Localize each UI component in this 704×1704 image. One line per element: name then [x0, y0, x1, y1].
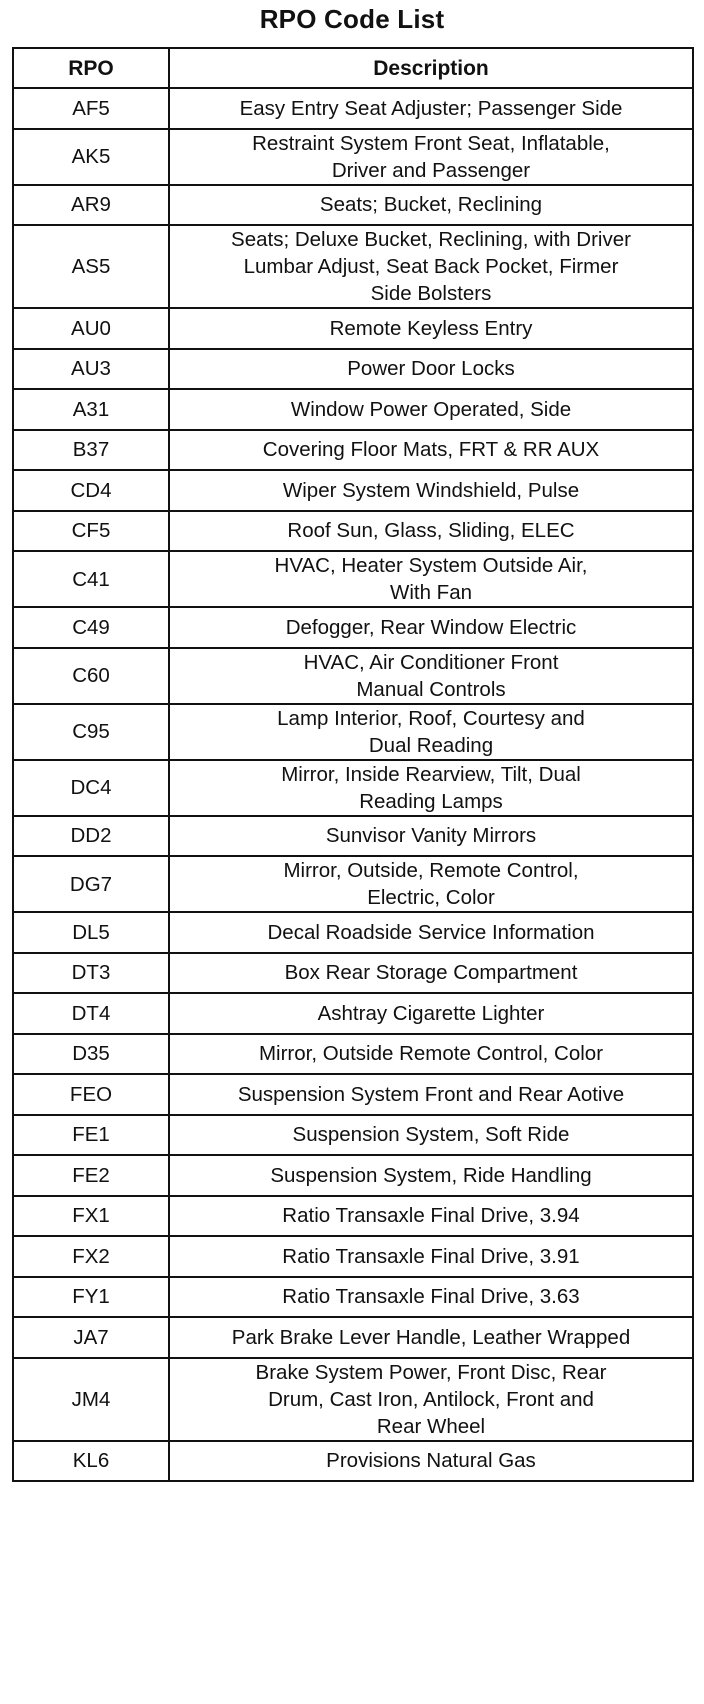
rpo-code-cell: DC4	[13, 760, 169, 816]
table-row	[13, 1441, 693, 1482]
rpo-code-cell: DL5	[13, 912, 169, 953]
rpo-code-cell: AU0	[13, 308, 169, 349]
rpo-code-cell: FEO	[13, 1074, 169, 1115]
rpo-code-cell: C95	[13, 704, 169, 760]
rpo-code-cell: C60	[13, 648, 169, 704]
rpo-code-cell: AK5	[13, 129, 169, 185]
description-cell: Mirror, Outside, Remote Control, Electric, Color	[169, 856, 693, 912]
description-cell: Suspension System Front and Rear Aotive	[169, 1074, 693, 1115]
table-row	[13, 185, 693, 226]
description-cell: Easy Entry Seat Adjuster; Passenger Side	[169, 88, 693, 129]
description-cell: Ashtray Cigarette Lighter	[169, 993, 693, 1034]
table-row	[13, 129, 693, 185]
rpo-code-cell: FY1	[13, 1277, 169, 1318]
rpo-code-cell: D35	[13, 1034, 169, 1075]
table-row	[13, 704, 693, 760]
description-cell: Park Brake Lever Handle, Leather Wrapped	[169, 1317, 693, 1358]
table-row	[13, 1115, 693, 1156]
table-header-row	[13, 48, 693, 88]
description-cell: Mirror, Inside Rearview, Tilt, Dual Reading Lamps	[169, 760, 693, 816]
table-row	[13, 1236, 693, 1277]
rpo-code-cell: FX2	[13, 1236, 169, 1277]
table-row	[13, 511, 693, 552]
description-cell: Defogger, Rear Window Electric	[169, 607, 693, 648]
rpo-code-cell: AS5	[13, 225, 169, 308]
table-row	[13, 88, 693, 129]
description-cell: Ratio Transaxle Final Drive, 3.94	[169, 1196, 693, 1237]
rpo-code-cell: JM4	[13, 1358, 169, 1441]
table-row	[13, 953, 693, 994]
rpo-code-cell: AF5	[13, 88, 169, 129]
table-row	[13, 648, 693, 704]
description-cell: Lamp Interior, Roof, Courtesy and Dual Reading	[169, 704, 693, 760]
description-cell: Wiper System Windshield, Pulse	[169, 470, 693, 511]
rpo-code-cell: CF5	[13, 511, 169, 552]
description-cell: Provisions Natural Gas	[169, 1441, 693, 1482]
description-cell: Box Rear Storage Compartment	[169, 953, 693, 994]
table-row	[13, 1358, 693, 1441]
description-cell: Seats; Bucket, Reclining	[169, 185, 693, 226]
rpo-code-cell: C49	[13, 607, 169, 648]
rpo-code-cell: DG7	[13, 856, 169, 912]
rpo-code-cell: B37	[13, 430, 169, 471]
table-row	[13, 349, 693, 390]
description-cell: Ratio Transaxle Final Drive, 3.63	[169, 1277, 693, 1318]
description-cell: HVAC, Air Conditioner Front Manual Controls	[169, 648, 693, 704]
table-row	[13, 993, 693, 1034]
rpo-code-cell: JA7	[13, 1317, 169, 1358]
table-row	[13, 1074, 693, 1115]
rpo-code-cell: KL6	[13, 1441, 169, 1482]
description-cell: Power Door Locks	[169, 349, 693, 390]
description-cell: HVAC, Heater System Outside Air, With Fan	[169, 551, 693, 607]
description-cell: Seats; Deluxe Bucket, Reclining, with Driver Lumbar Adjust, Seat Back Pocket, Firmer Side Bolsters	[169, 225, 693, 308]
table-row	[13, 1317, 693, 1358]
rpo-code-cell: A31	[13, 389, 169, 430]
table-row	[13, 308, 693, 349]
rpo-code-cell: CD4	[13, 470, 169, 511]
table-row	[13, 551, 693, 607]
table-row	[13, 389, 693, 430]
table-row	[13, 470, 693, 511]
header-rpo: RPO	[13, 48, 169, 88]
table-row	[13, 225, 693, 308]
description-cell: Restraint System Front Seat, Inflatable, Driver and Passenger	[169, 129, 693, 185]
rpo-code-cell: DT4	[13, 993, 169, 1034]
table-row	[13, 760, 693, 816]
table-row	[13, 1277, 693, 1318]
header-description: Description	[169, 48, 693, 88]
rpo-code-cell: FE1	[13, 1115, 169, 1156]
description-cell: Decal Roadside Service Information	[169, 912, 693, 953]
description-cell: Remote Keyless Entry	[169, 308, 693, 349]
rpo-code-cell: AR9	[13, 185, 169, 226]
description-cell: Suspension System, Ride Handling	[169, 1155, 693, 1196]
rpo-code-cell: AU3	[13, 349, 169, 390]
description-cell: Covering Floor Mats, FRT & RR AUX	[169, 430, 693, 471]
rpo-code-cell: DT3	[13, 953, 169, 994]
table-row	[13, 1155, 693, 1196]
table-row	[13, 912, 693, 953]
description-cell: Brake System Power, Front Disc, Rear Drum, Cast Iron, Antilock, Front and Rear Wheel	[169, 1358, 693, 1441]
table-body	[13, 88, 693, 1481]
rpo-code-cell: FE2	[13, 1155, 169, 1196]
rpo-code-cell: C41	[13, 551, 169, 607]
rpo-code-table	[12, 47, 694, 1482]
description-cell: Suspension System, Soft Ride	[169, 1115, 693, 1156]
rpo-code-cell: DD2	[13, 816, 169, 857]
description-cell: Sunvisor Vanity Mirrors	[169, 816, 693, 857]
table-row	[13, 1034, 693, 1075]
description-cell: Window Power Operated, Side	[169, 389, 693, 430]
table-row	[13, 816, 693, 857]
description-cell: Ratio Transaxle Final Drive, 3.91	[169, 1236, 693, 1277]
description-cell: Roof Sun, Glass, Sliding, ELEC	[169, 511, 693, 552]
table-row	[13, 856, 693, 912]
rpo-code-cell: FX1	[13, 1196, 169, 1237]
table-row	[13, 1196, 693, 1237]
table-row	[13, 607, 693, 648]
description-cell: Mirror, Outside Remote Control, Color	[169, 1034, 693, 1075]
page-title: RPO Code List	[259, 4, 445, 34]
table-row	[13, 430, 693, 471]
